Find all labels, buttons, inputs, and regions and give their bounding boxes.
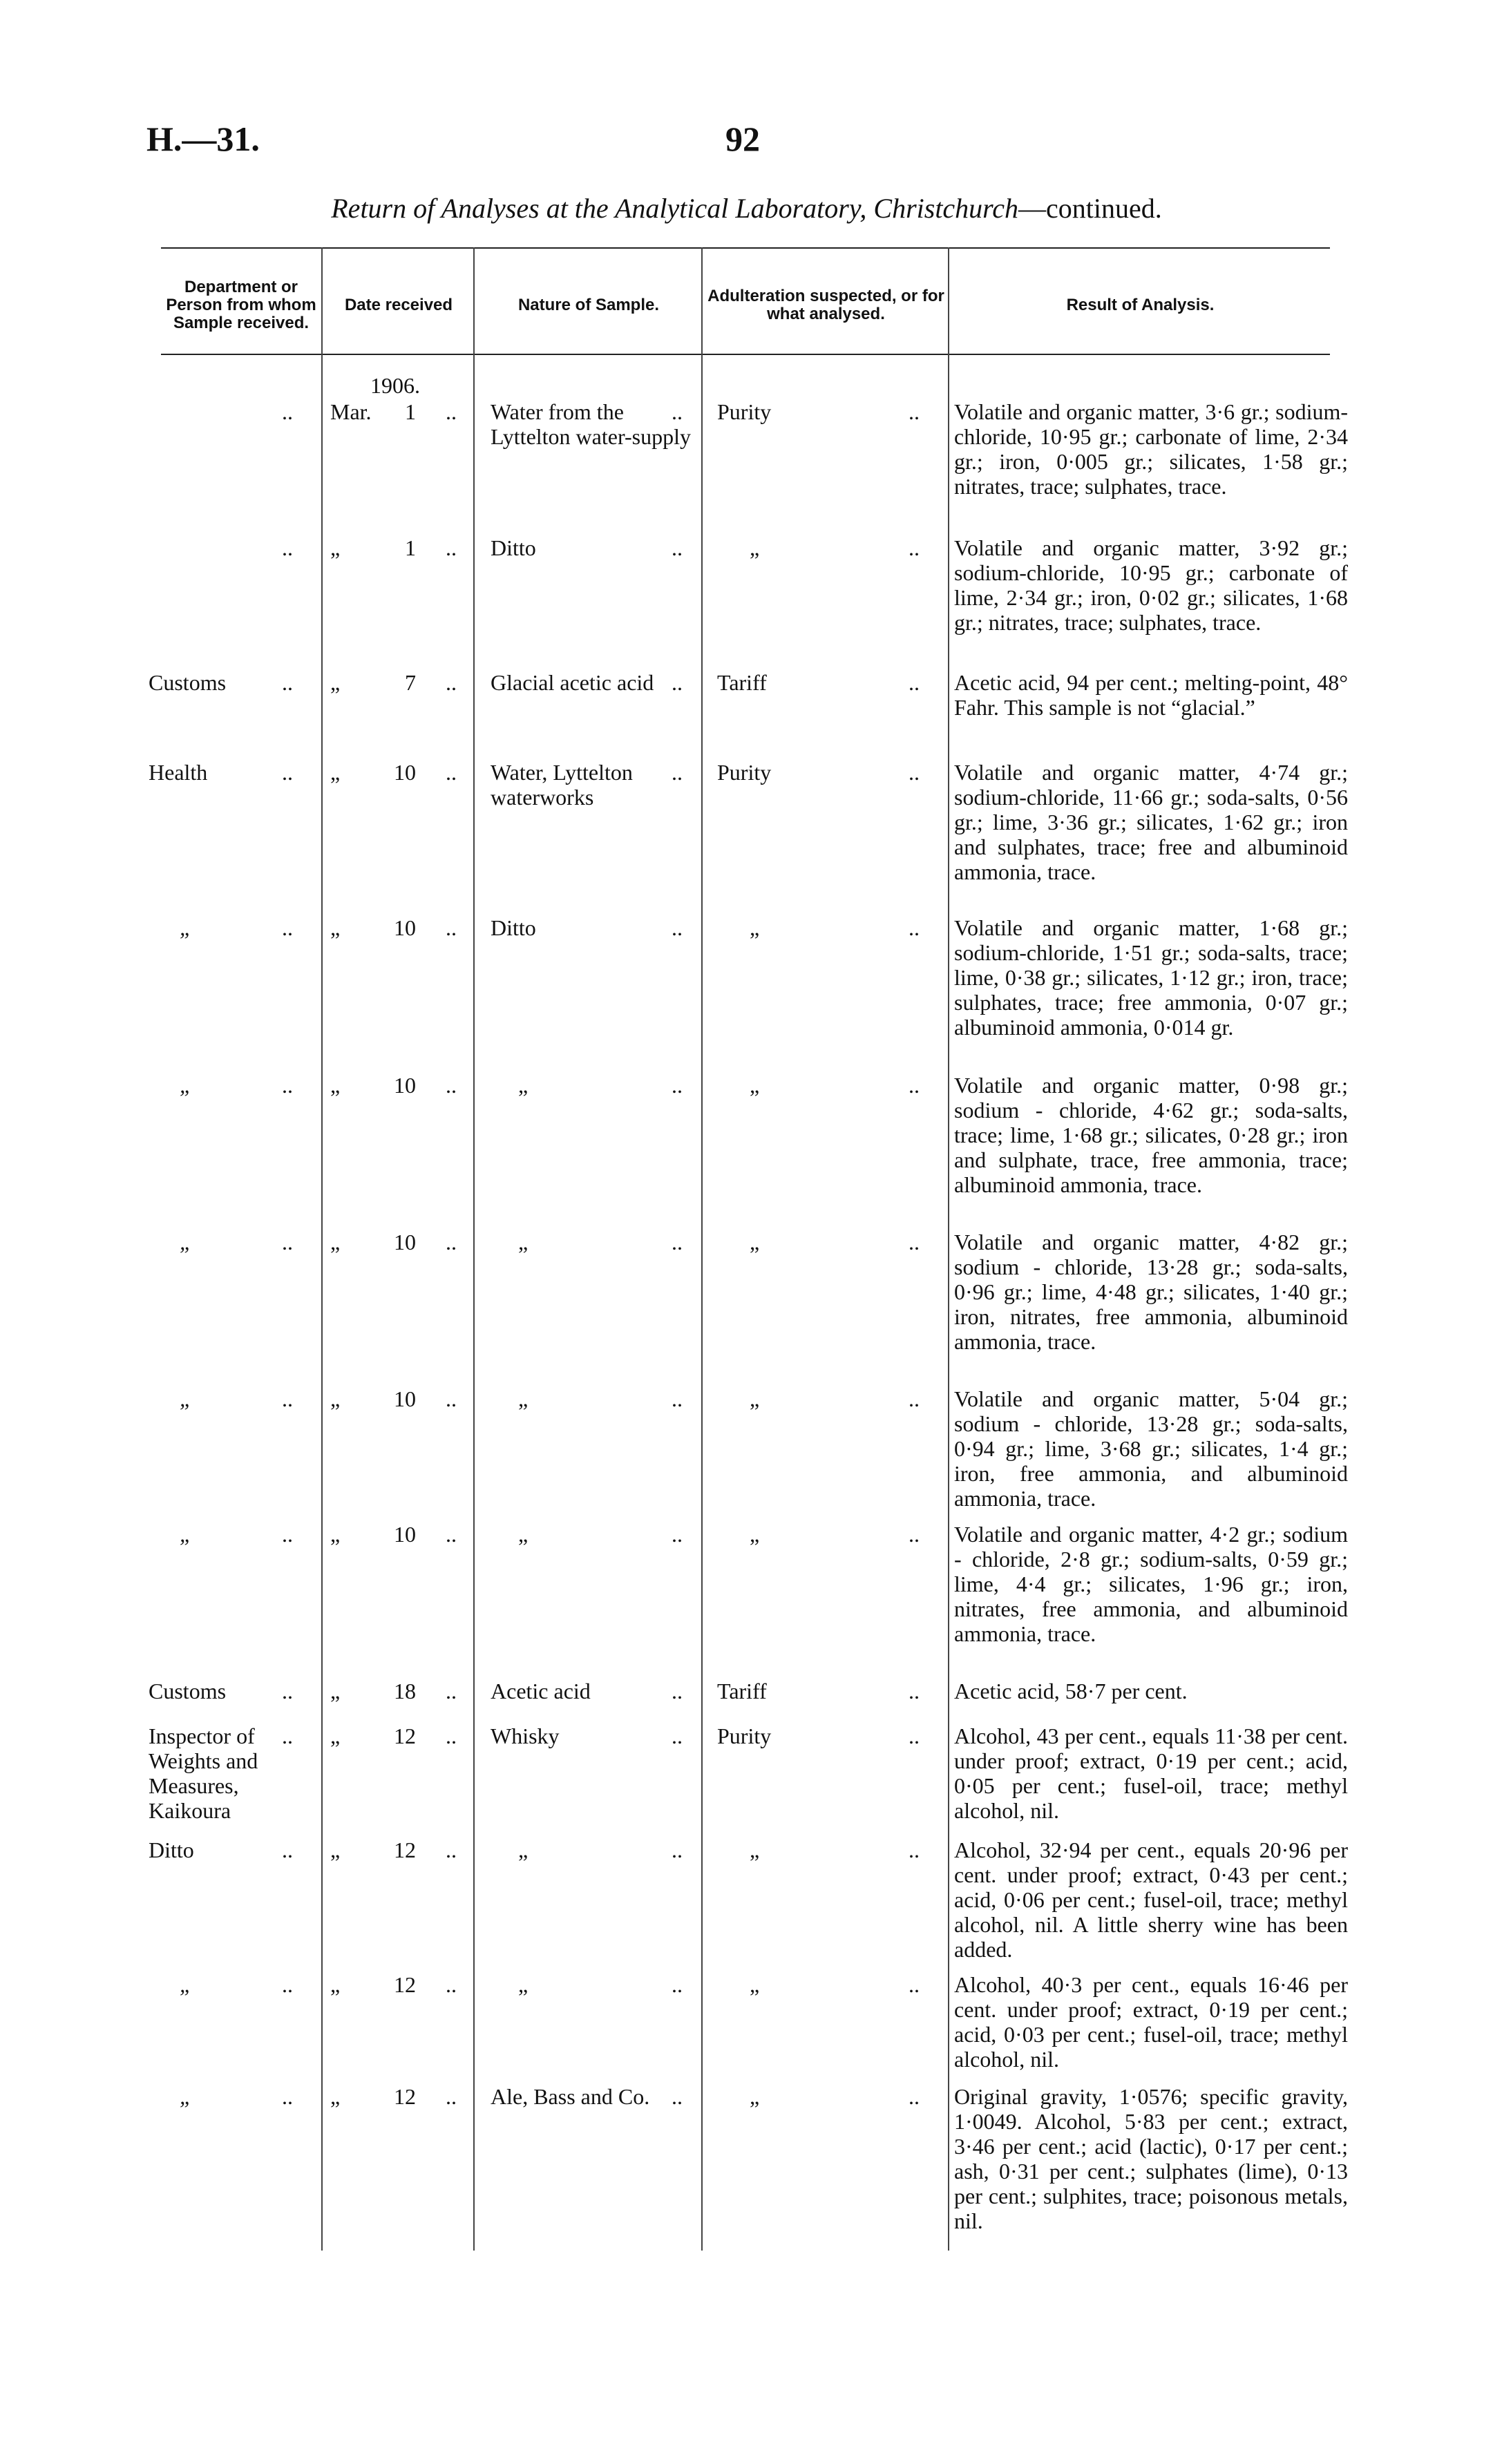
result-cell: Alcohol, 32·94 per cent., equals 20·96 per cent. under proof; extract, 0·43 per cent.; acid, 0·06 per cent.; fusel-oil, trace; methyl alcohol, nil. A little sherry wine has been added. [954, 1837, 1348, 1962]
leader-dots: .. [672, 1837, 683, 1862]
result-cell: Alcohol, 43 per cent., equals 11·38 per cent. under proof; extract, 0·19 per cent.; acid, 0·05 per cent.; fusel-oil, trace; methyl alcohol, nil. [954, 1723, 1348, 1823]
leader-dots: .. [446, 1073, 457, 1098]
department-cell: Customs [149, 670, 227, 695]
leader-dots: .. [446, 1723, 457, 1748]
leader-dots: .. [446, 1386, 457, 1411]
title-main: Return of Analyses at the Analytical Laboratory, Christchurch [331, 193, 1019, 224]
leader-dots: .. [672, 1230, 683, 1254]
date-day-cell: 12 [394, 1972, 416, 1997]
leader-dots: .. [909, 2084, 920, 2109]
date-month-cell: „ [330, 1230, 341, 1254]
department-cell: Customs [149, 1679, 227, 1703]
department-cell: „ [180, 1230, 192, 1254]
adulteration-cell: „ [750, 915, 760, 940]
year-label: 1906. [370, 373, 420, 398]
sample-nature-cell: Ditto [491, 915, 536, 940]
date-month-cell: „ [330, 1972, 341, 1997]
leader-dots: .. [672, 1723, 683, 1748]
leader-dots: .. [672, 1679, 683, 1703]
department-cell: Inspector of Weights and Measures, Kaikoura [149, 1723, 258, 1823]
department-cell: Health [149, 760, 208, 785]
sample-nature-cell: Ale, Bass and Co. [491, 2084, 650, 2109]
leader-dots: .. [282, 760, 293, 785]
department-cell: „ [180, 1386, 192, 1411]
sample-nature-cell: Water, Lyttelton waterworks [491, 760, 633, 810]
leader-dots: .. [282, 1073, 293, 1098]
page-title [0, 192, 1493, 225]
leader-dots: .. [909, 1522, 920, 1547]
leader-dots: .. [909, 760, 920, 785]
department-cell: „ [180, 1073, 192, 1098]
leader-dots: .. [672, 1522, 683, 1547]
leader-dots: .. [672, 1972, 683, 1997]
adulteration-cell: Purity [717, 399, 772, 424]
leader-dots: .. [672, 2084, 683, 2109]
adulteration-cell: „ [750, 1972, 760, 1997]
leader-dots: .. [282, 1386, 293, 1411]
header-result: Result of Analysis. [1066, 296, 1215, 314]
date-day-cell: 1 [405, 535, 416, 560]
leader-dots: .. [446, 1679, 457, 1703]
date-day-cell: 12 [394, 1837, 416, 1862]
leader-dots: .. [909, 1723, 920, 1748]
leader-dots: .. [672, 915, 683, 940]
leader-dots: .. [672, 1073, 683, 1098]
leader-dots: .. [282, 2084, 293, 2109]
leader-dots: .. [282, 1230, 293, 1254]
adulteration-cell: „ [750, 1230, 760, 1254]
header-adulteration: Adulteration suspected, or for what analysed. [707, 287, 944, 323]
date-month-cell: „ [330, 1073, 341, 1098]
leader-dots: .. [909, 535, 920, 560]
date-day-cell: 10 [394, 760, 416, 785]
leader-dots: .. [446, 399, 457, 424]
department-cell: „ [180, 2084, 192, 2109]
adulteration-cell: Purity [717, 1723, 772, 1748]
leader-dots: .. [282, 1972, 293, 1997]
date-month-cell: „ [330, 1837, 341, 1862]
sample-nature-cell: Glacial acetic acid [491, 670, 654, 695]
result-cell: Volatile and organic matter, 4·2 gr.; sodium - chloride, 2·8 gr.; sodium-salts, 0·59 gr.; lime, 4·4 gr.; silicates, 1·96 gr.; iron, nitrates, free ammonia, and albuminoid ammonia, trace. [954, 1522, 1348, 1646]
sample-nature-cell: „ [518, 1522, 529, 1547]
date-month-cell: „ [330, 1723, 341, 1748]
date-day-cell: 12 [394, 2084, 416, 2109]
leader-dots: .. [282, 1679, 293, 1703]
leader-dots: .. [282, 670, 293, 695]
leader-dots: .. [909, 1679, 920, 1703]
result-cell: Acetic acid, 94 per cent.; melting-point, 48° Fahr. This sample is not “glacial.” [954, 670, 1348, 720]
date-day-cell: 7 [405, 670, 416, 695]
leader-dots: .. [282, 1723, 293, 1748]
leader-dots: .. [909, 1230, 920, 1254]
leader-dots: .. [672, 399, 683, 424]
date-month-cell: „ [330, 915, 341, 940]
adulteration-cell: Purity [717, 760, 772, 785]
leader-dots: .. [282, 399, 293, 424]
header-rule [161, 354, 1330, 355]
sample-nature-cell: „ [518, 1386, 529, 1411]
adulteration-cell: „ [750, 1837, 760, 1862]
page-number: 92 [725, 120, 760, 158]
leader-dots: .. [446, 760, 457, 785]
department-cell: Ditto [149, 1837, 194, 1862]
leader-dots: .. [672, 1386, 683, 1411]
leader-dots: .. [909, 399, 920, 424]
leader-dots: .. [446, 915, 457, 940]
result-cell: Original gravity, 1·0576; specific gravity, 1·0049. Alcohol, 5·83 per cent.; extract, 3·46 per cent.; acid (lactic), 0·17 per cent.; ash, 0·31 per cent.; sulphates (lime), 0·13 per cent.; sulphites, trace; poisonous metals, nil. [954, 2084, 1348, 2233]
date-day-cell: 10 [394, 1230, 416, 1254]
date-month-cell: „ [330, 2084, 341, 2109]
leader-dots: .. [282, 1522, 293, 1547]
department-cell: „ [180, 1972, 192, 1997]
leader-dots: .. [282, 535, 293, 560]
sample-nature-cell: Ditto [491, 535, 536, 560]
leader-dots: .. [909, 1386, 920, 1411]
leader-dots: .. [446, 1972, 457, 1997]
sample-nature-cell: „ [518, 1972, 529, 1997]
leader-dots: .. [909, 1837, 920, 1862]
column-divider [473, 247, 475, 2251]
header-date: Date received [344, 296, 453, 314]
result-cell: Volatile and organic matter, 0·98 gr.; sodium - chloride, 4·62 gr.; soda-salts, trace; lime, 1·68 gr.; silicates, 0·28 gr.; iron and sulphate, trace, free ammonia, trace; albuminoid ammonia, trace. [954, 1073, 1348, 1197]
leader-dots: .. [446, 1522, 457, 1547]
leader-dots: .. [909, 670, 920, 695]
date-day-cell: 12 [394, 1723, 416, 1748]
result-cell: Volatile and organic matter, 3·92 gr.; sodium-chloride, 10·95 gr.; carbonate of lime, 2·34 gr.; iron, 0·02 gr.; silicates, 1·68 gr.; nitrates, trace; sulphates, trace. [954, 535, 1348, 635]
result-cell: Volatile and organic matter, 4·82 gr.; sodium - chloride, 13·28 gr.; soda-salts, 0·96 gr.; lime, 4·48 gr.; silicates, 1·40 gr.; iron, nitrates, free ammonia, albuminoid ammonia, trace. [954, 1230, 1348, 1354]
date-month-cell: „ [330, 1522, 341, 1547]
date-month-cell: „ [330, 670, 341, 695]
date-month-cell: „ [330, 1679, 341, 1703]
adulteration-cell: „ [750, 1386, 760, 1411]
leader-dots: .. [446, 670, 457, 695]
leader-dots: .. [446, 1837, 457, 1862]
date-month-cell: „ [330, 760, 341, 785]
date-day-cell: 10 [394, 1522, 416, 1547]
result-cell: Alcohol, 40·3 per cent., equals 16·46 per cent. under proof; extract, 0·19 per cent.; acid, 0·03 per cent.; fusel-oil, trace; methyl alcohol, nil. [954, 1972, 1348, 2072]
sample-nature-cell: „ [518, 1837, 529, 1862]
leader-dots: .. [446, 2084, 457, 2109]
title-continued: —continued. [1018, 193, 1162, 224]
department-cell: „ [180, 1522, 192, 1547]
sample-nature-cell: Whisky [491, 1723, 560, 1748]
leader-dots: .. [672, 535, 683, 560]
sample-nature-cell: Acetic acid [491, 1679, 591, 1703]
date-month-cell: Mar. [330, 399, 372, 424]
sample-nature-cell: „ [518, 1230, 529, 1254]
result-cell: Volatile and organic matter, 1·68 gr.; sodium-chloride, 1·51 gr.; soda-salts, trace; lime, 0·38 gr.; silicates, 1·12 gr.; iron, trace; sulphates, trace; free ammonia, 0·07 gr.; albuminoid ammonia, 0·014 gr. [954, 915, 1348, 1040]
date-day-cell: 10 [394, 1073, 416, 1098]
sample-nature-cell: Water from the Lyttelton water-supply [491, 399, 691, 449]
adulteration-cell: „ [750, 535, 760, 560]
leader-dots: .. [446, 535, 457, 560]
date-day-cell: 18 [394, 1679, 416, 1703]
leader-dots: .. [909, 915, 920, 940]
adulteration-cell: Tariff [717, 1679, 767, 1703]
leader-dots: .. [282, 915, 293, 940]
header-department: Department or Person from whom Sample received. [166, 278, 316, 332]
result-cell: Volatile and organic matter, 3·6 gr.; sodium-chloride, 10·95 gr.; carbonate of lime, 2·34 gr.; iron, 0·005 gr.; silicates, 1·58 gr.; nitrates, trace; sulphates, trace. [954, 399, 1348, 499]
date-month-cell: „ [330, 535, 341, 560]
date-day-cell: 10 [394, 1386, 416, 1411]
leader-dots: .. [446, 1230, 457, 1254]
sample-nature-cell: „ [518, 1073, 529, 1098]
result-cell: Volatile and organic matter, 4·74 gr.; sodium-chloride, 11·66 gr.; soda-salts, 0·56 gr.; lime, 3·36 gr.; silicates, 1·62 gr.; iron and sulphates, trace; free and albuminoid ammonia, trace. [954, 760, 1348, 884]
leader-dots: .. [672, 670, 683, 695]
table-top-rule [161, 247, 1330, 249]
adulteration-cell: Tariff [717, 670, 767, 695]
date-day-cell: 1 [405, 399, 416, 424]
date-month-cell: „ [330, 1386, 341, 1411]
header-nature: Nature of Sample. [517, 296, 660, 314]
leader-dots: .. [282, 1837, 293, 1862]
leader-dots: .. [909, 1073, 920, 1098]
result-cell: Acetic acid, 58·7 per cent. [954, 1679, 1188, 1703]
document-reference: H.—31. [146, 120, 260, 158]
adulteration-cell: „ [750, 2084, 760, 2109]
result-cell: Volatile and organic matter, 5·04 gr.; sodium - chloride, 13·28 gr.; soda-salts, 0·94 gr.; lime, 3·68 gr.; silicates, 1·4 gr.; iron, free ammonia, and albuminoid ammonia, trace. [954, 1386, 1348, 1511]
date-day-cell: 10 [394, 915, 416, 940]
adulteration-cell: „ [750, 1522, 760, 1547]
leader-dots: .. [909, 1972, 920, 1997]
leader-dots: .. [672, 760, 683, 785]
department-cell: „ [180, 915, 192, 940]
adulteration-cell: „ [750, 1073, 760, 1098]
